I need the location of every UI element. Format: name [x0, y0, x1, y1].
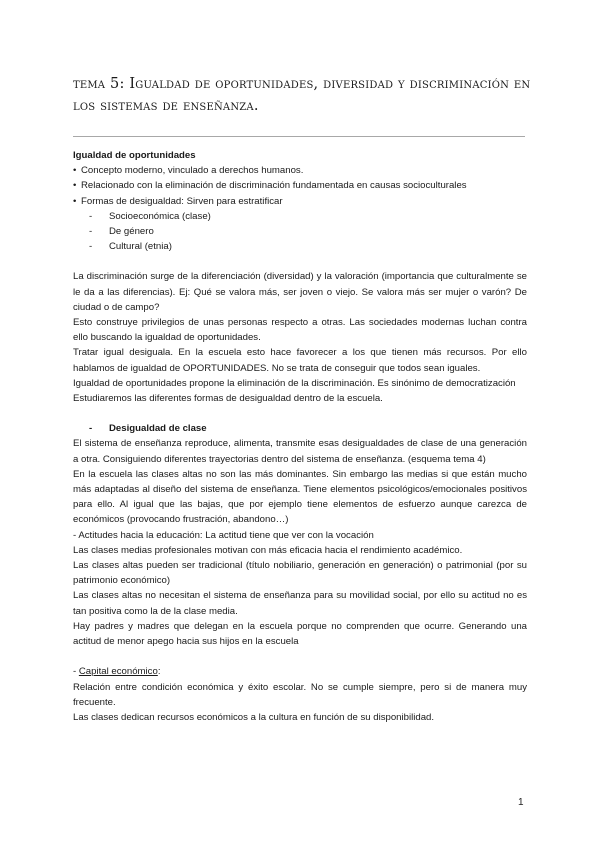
bullet-item [73, 178, 527, 193]
paragraph: El sistema de enseñanza reproduce, alimenta, transmite esas desigualdades de clase de una generación a otra. Consiguiendo diferentes trayectorias dentro del sistema de enseñanza. (esquema tema 4) [73, 438, 527, 465]
paragraph: Relación entre condición económica y éxito escolar. No se cumple siempre, pero si de manera muy frecuente. [73, 681, 527, 708]
title-divider [73, 136, 525, 137]
spacer [73, 406, 527, 421]
bullet-text: Relacionado con la eliminación de discriminación fundamentada en causas socioculturales [81, 180, 467, 192]
bullet-text: Concepto moderno, vinculado a derechos humanos. [81, 165, 304, 177]
heading-suffix: : [157, 666, 161, 678]
paragraph: La discriminación surge de la diferenciación (diversidad) y la valoración (importancia que culturalmente se le da a las diferencias). Ej: Qué se valora más, ser joven o viejo. Se valora más ser mujer o varón? De ciudad o de campo? [73, 271, 527, 313]
paragraph: Las clases medias profesionales motivan con más eficacia hacia el rendimiento académico. [73, 544, 463, 556]
spacer [73, 649, 527, 664]
spacer [73, 254, 527, 269]
section-heading-text: Desigualdad de clase [109, 423, 207, 435]
paragraph: Igualdad de oportunidades propone la eliminación de la discriminación. Es sinónimo de democratización [73, 377, 516, 389]
section-heading-text: Capital económico [78, 666, 158, 678]
bullet-item [73, 163, 527, 178]
section-heading-capital-economico [73, 664, 527, 679]
paragraph: - Actitudes hacia la educación: La actitud tiene que ver con la vocación [73, 529, 374, 541]
bullet-item [73, 194, 527, 209]
paragraph: Las clases dedican recursos económicos a la cultura en función de su disponibilidad. [73, 711, 435, 723]
bullet-icon: • [73, 195, 77, 207]
dash-icon: - [89, 241, 93, 253]
bullet-text: Formas de desigualdad: Sirven para estratificar [81, 195, 283, 207]
sub-item [73, 224, 527, 239]
sub-item-text: Socioeconómica (clase) [109, 210, 211, 222]
dash-icon: - [89, 226, 93, 238]
paragraph: Hay padres y madres que delegan en la escuela porque no comprenden que ocurre. Generando una actitud de menor apego hacia sus hijos en la escuela [73, 620, 527, 648]
paragraph: Las clases altas pueden ser tradicional (título nobiliario, generación en generación) o patrimonial (por su patrimonio económico) [73, 560, 527, 587]
page-number: 1 [518, 797, 524, 808]
page-title: tema 5: Igualdad de oportunidades, diversidad y discriminación en los sistemas de enseñanza. [73, 76, 531, 114]
paragraph: Esto construye privilegios de unas personas respecto a otras. Las sociedades modernas luchan contra ello buscando la igualdad de oportunidades. [73, 317, 527, 344]
paragraph: En la escuela las clases altas no son las más dominantes. Sin embargo las medias si que están mucho más adaptadas al diseño del sistema de enseñanza. Tiene elementos psicológicos/emocionales positivos para ello. Al igual que las bajas, que por ejemplo tiene elementos de esfuerzo aunque carezca de económicos (provocando frustración, abandono…) [73, 468, 527, 526]
paragraph: Estudiaremos las diferentes formas de desigualdad dentro de la escuela. [73, 393, 383, 405]
dash-icon: - [89, 210, 93, 222]
document-body [73, 148, 527, 725]
section-heading-desigualdad-clase [73, 421, 527, 436]
heading-prefix: - [73, 666, 79, 678]
sub-item [73, 209, 527, 224]
sub-item-text: De género [109, 226, 154, 238]
sub-item [73, 239, 527, 254]
bullet-icon: • [73, 180, 77, 192]
dash-icon: - [89, 423, 93, 435]
section-heading-igualdad: Igualdad de oportunidades [73, 150, 196, 161]
paragraph: Las clases altas no necesitan el sistema de enseñanza para su movilidad social, por ello su actitud no es tan positiva como la de la clase media. [73, 590, 527, 617]
sub-item-text: Cultural (etnia) [109, 241, 172, 253]
paragraph: Tratar igual desiguala. En la escuela esto hace favorecer a los que tienen más recursos. Por ello hablamos de igualdad de OPORTUNIDADES. No se trata de conseguir que todos sean iguales. [73, 347, 527, 374]
bullet-icon: • [73, 165, 77, 177]
